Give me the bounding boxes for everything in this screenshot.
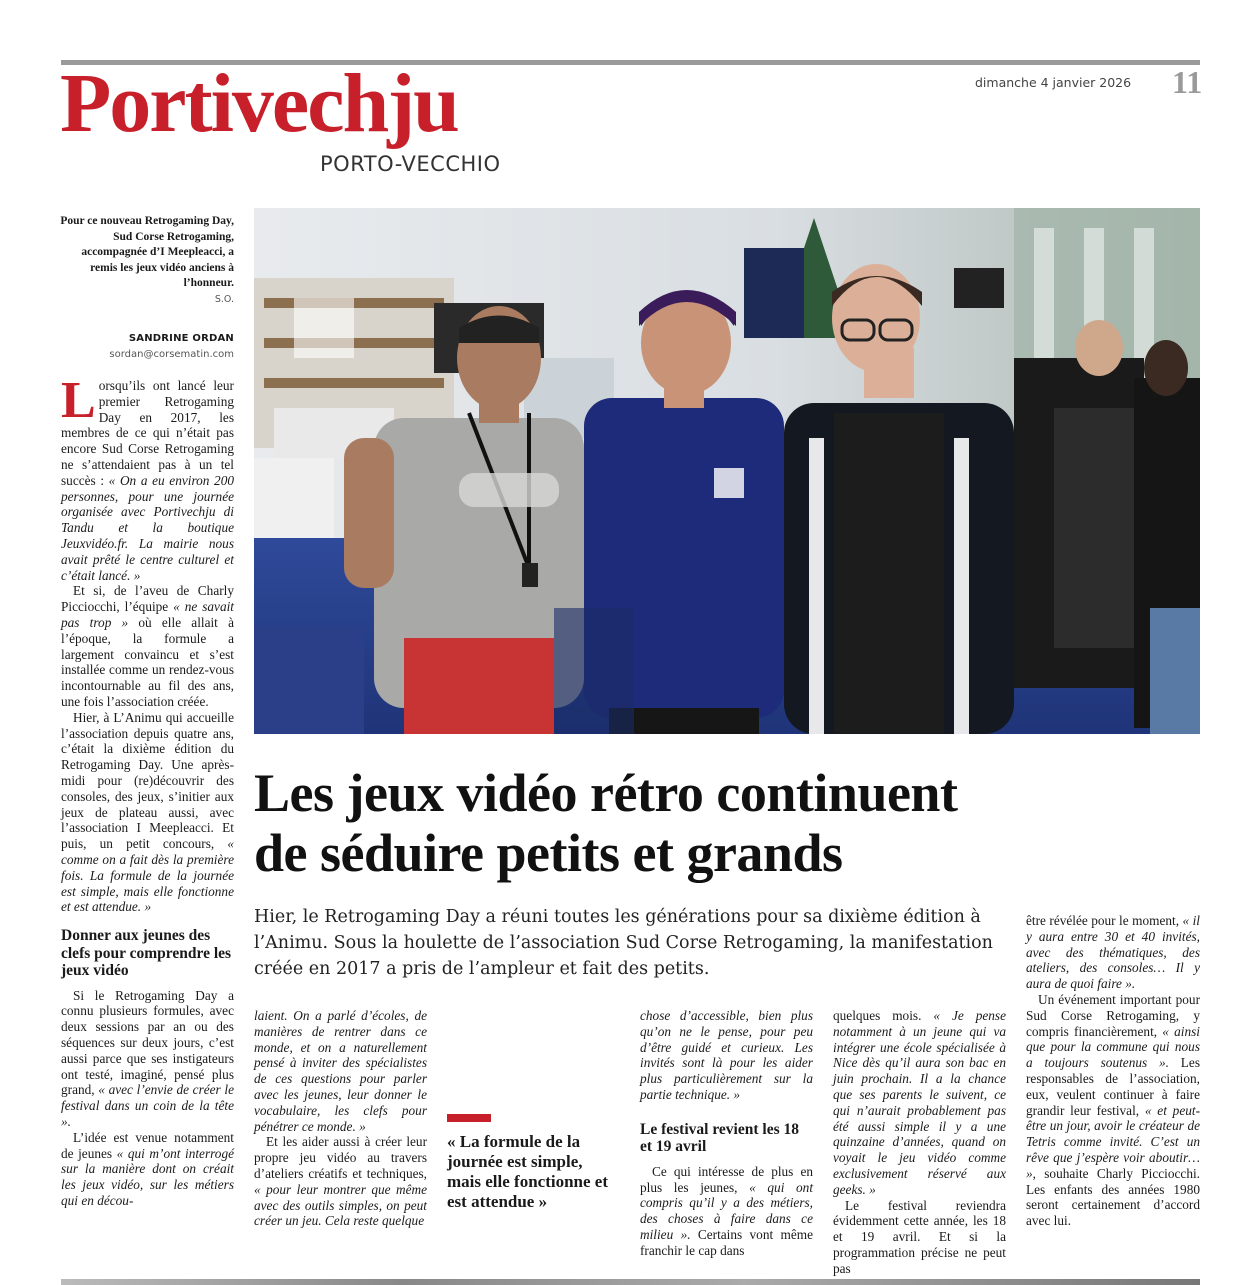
article-intro: Hier, le Retrogaming Day a réuni toutes les générations pour sa dixième édition à l’Animu. Sous la houlette de l’association Sud Corse Retrogaming, la manifestation créée en 2017 a pris de l’ampleur et fait des petits.	[254, 907, 993, 979]
text: Les responsables de l’association, eux, veulent continuer à faire grandir leur festival,	[1026, 1055, 1200, 1118]
text: orsqu’ils ont lancé leur premier Retrogaming Day en 2017, les membres de ce qui n’était pas encore Sud Corse Retrogaming ne s’attendaient pas à un tel succès :	[61, 378, 234, 488]
paragraph	[640, 1008, 813, 1103]
article-subhead: Donner aux jeunes des clefs pour comprendre les jeux vidéo	[61, 927, 232, 980]
text: Le festival reviendra évidemment cette année, les 18 et 19 avril. Et si la programmation précise ne peut pas	[833, 1197, 1006, 1276]
photo-credit: S.O.	[214, 294, 234, 305]
quote: « qui ont compris qu’il y a des métiers, des choses à faire dans ce milieu ».	[640, 1179, 814, 1242]
quote: « On a eu environ 200 personnes, pour une journée organisée avec Portivechju di Tandu et la boutique Jeuxvidéo.fr. La mairie nous avait prêté le centre culturel et c’était lancé. »	[61, 472, 235, 583]
paragraph	[833, 1008, 1006, 1198]
paragraph	[254, 1134, 427, 1229]
drop-cap: L	[61, 372, 96, 429]
quote: « qui m’ont interrogé sur la manière dont on créait les jeux vidéo, sur les métiers qui en décou-	[61, 1145, 234, 1208]
headline-line-2: de séduire petits et grands	[254, 823, 843, 883]
headline-line-1: Les jeux vidéo rétro continuent	[254, 763, 958, 823]
quote: « ainsi que pour la commune qui nous a toujours soutenus ».	[1026, 1023, 1200, 1071]
issue-date: dimanche 4 janvier 2026	[975, 75, 1132, 90]
paragraph	[1026, 913, 1200, 992]
paragraph	[833, 1198, 1006, 1277]
quote: « ne savait pas trop »	[61, 599, 234, 630]
paragraph	[61, 988, 234, 1130]
text: Et si, de l’aveu de Charly Picciocchi, l’équipe	[61, 583, 234, 615]
photo-illustration	[254, 208, 1200, 734]
quote: « et peut-être un jour, avoir le créateur de Tetris comme invité. C’est un rêve que j’espère voir aboutir… »	[1026, 1102, 1200, 1181]
quote: « il y aura entre 30 et 40 invités, avec des thématiques, des ateliers, des consoles… Il y aura de quoi faire ».	[1026, 913, 1200, 992]
quote: « Je pense notamment à un jeune qui va intégrer une école spécialisée à Nice dès qu’il aura son bac en juin prochain. Il a la chance que ses parents le suivent, ce qui n’aurait probablement pas été aussi simple il y a une quinzaine d’années, quand on voyait le jeu vidéo comme exclusivement réservé aux geeks. »	[833, 1008, 1006, 1197]
photo-caption: Pour ce nouveau Retrogaming Day, Sud Corse Retrogaming, accompagnée d’I Meepleacci, a remis les jeux vidéo anciens à l’honneur.	[60, 215, 234, 289]
paragraph	[254, 1008, 427, 1134]
text: Certains vont même franchir le cap dans	[640, 1226, 813, 1258]
paragraph	[61, 583, 234, 709]
quote: laient. On a parlé d’écoles, de manières de rentrer dans ce monde, et on a naturellement pensé à inviter des spécialistes de ces questions pour parler avec les jeunes, leur donner le vocabulaire, les clefs pour pénétrer ce monde. »	[254, 1008, 427, 1134]
text: Hier, à L’Animu qui accueille l’association depuis quatre ans, c’était la dixième édition du Retrogaming Day. Une après-midi pour (re)découvrir des consoles, des jeux, s’initier aux jeux de plateau aussi, avec l’association I Meepleacci. Et puis, un petit concours,	[61, 709, 234, 852]
quote: « avec l’envie de créer le festival dans un coin de la tête ».	[61, 1082, 234, 1129]
text: quelques mois.	[833, 1008, 934, 1023]
article-headline	[254, 763, 1200, 883]
byline-email: sordan@corsematin.com	[109, 349, 234, 360]
article-column-3	[640, 1008, 813, 1259]
article-column-2	[254, 1008, 427, 1229]
page-number: 11	[1172, 64, 1203, 100]
article-column-5	[1026, 913, 1200, 1229]
pull-quote-bar	[447, 1114, 491, 1122]
article-subhead: Le festival revient les 18 et 19 avril	[640, 1120, 799, 1156]
section-subhead: PORTO-VECCHIO	[320, 152, 501, 176]
text: L’idée est venue notamment de jeunes	[61, 1129, 234, 1161]
text: Et les aider aussi à créer leur propre jeu vidéo au travers d’ateliers créatifs et techniques,	[254, 1134, 427, 1181]
text: Ce qui intéresse de plus en plus les jeunes,	[640, 1163, 813, 1195]
article-column-1	[61, 372, 235, 1209]
byline-author: SANDRINE ORDAN	[128, 333, 234, 344]
article-photo	[254, 208, 1200, 734]
pull-quote: « La formule de la journée est simple, mais elle fonctionne et est attendue »	[447, 1132, 608, 1211]
text: Un événement important pour Sud Corse Retrogaming, y compris financièrement,	[1026, 991, 1200, 1039]
paragraph	[61, 372, 235, 583]
paragraph	[61, 710, 234, 915]
quote: « comme on a fait dès la première fois. La formule de la journée est simple, mais elle fonctionne et est attendue. »	[61, 836, 234, 915]
text: Si le Retrogaming Day a connu plusieurs formules, avec deux sessions par an ou des séquences sur deux jours, c’est aussi parce que ses instigateurs ont testé, imaginé, pensé plus grand,	[61, 987, 234, 1098]
quote: « pour leur montrer que même avec des outils simples, on peut créer un jeu. Cela reste quelque	[254, 1181, 427, 1229]
masthead: Portivechju	[60, 57, 458, 150]
paragraph	[61, 1130, 234, 1209]
text: où elle allait à l’époque, la formule a largement convaincu et s’est installée comme un rendez-vous incontournable au fil des ans, une fois l’association créée.	[61, 614, 234, 709]
text: être révélée pour le moment,	[1026, 913, 1183, 928]
paragraph	[640, 1164, 813, 1259]
bottom-rule	[61, 1279, 1200, 1285]
article-column-4	[833, 1008, 1006, 1277]
quote: chose d’accessible, bien plus qu’on ne le pense, pour peu d’être guidé et curieux. Les invités sont là pour les aider plus particulièrement sur la partie technique. »	[640, 1008, 813, 1102]
text: , souhaite Charly Picciocchi. Les enfants des années 1980 seront certainement d’accord avec lui.	[1026, 1165, 1200, 1229]
paragraph	[1026, 992, 1200, 1229]
